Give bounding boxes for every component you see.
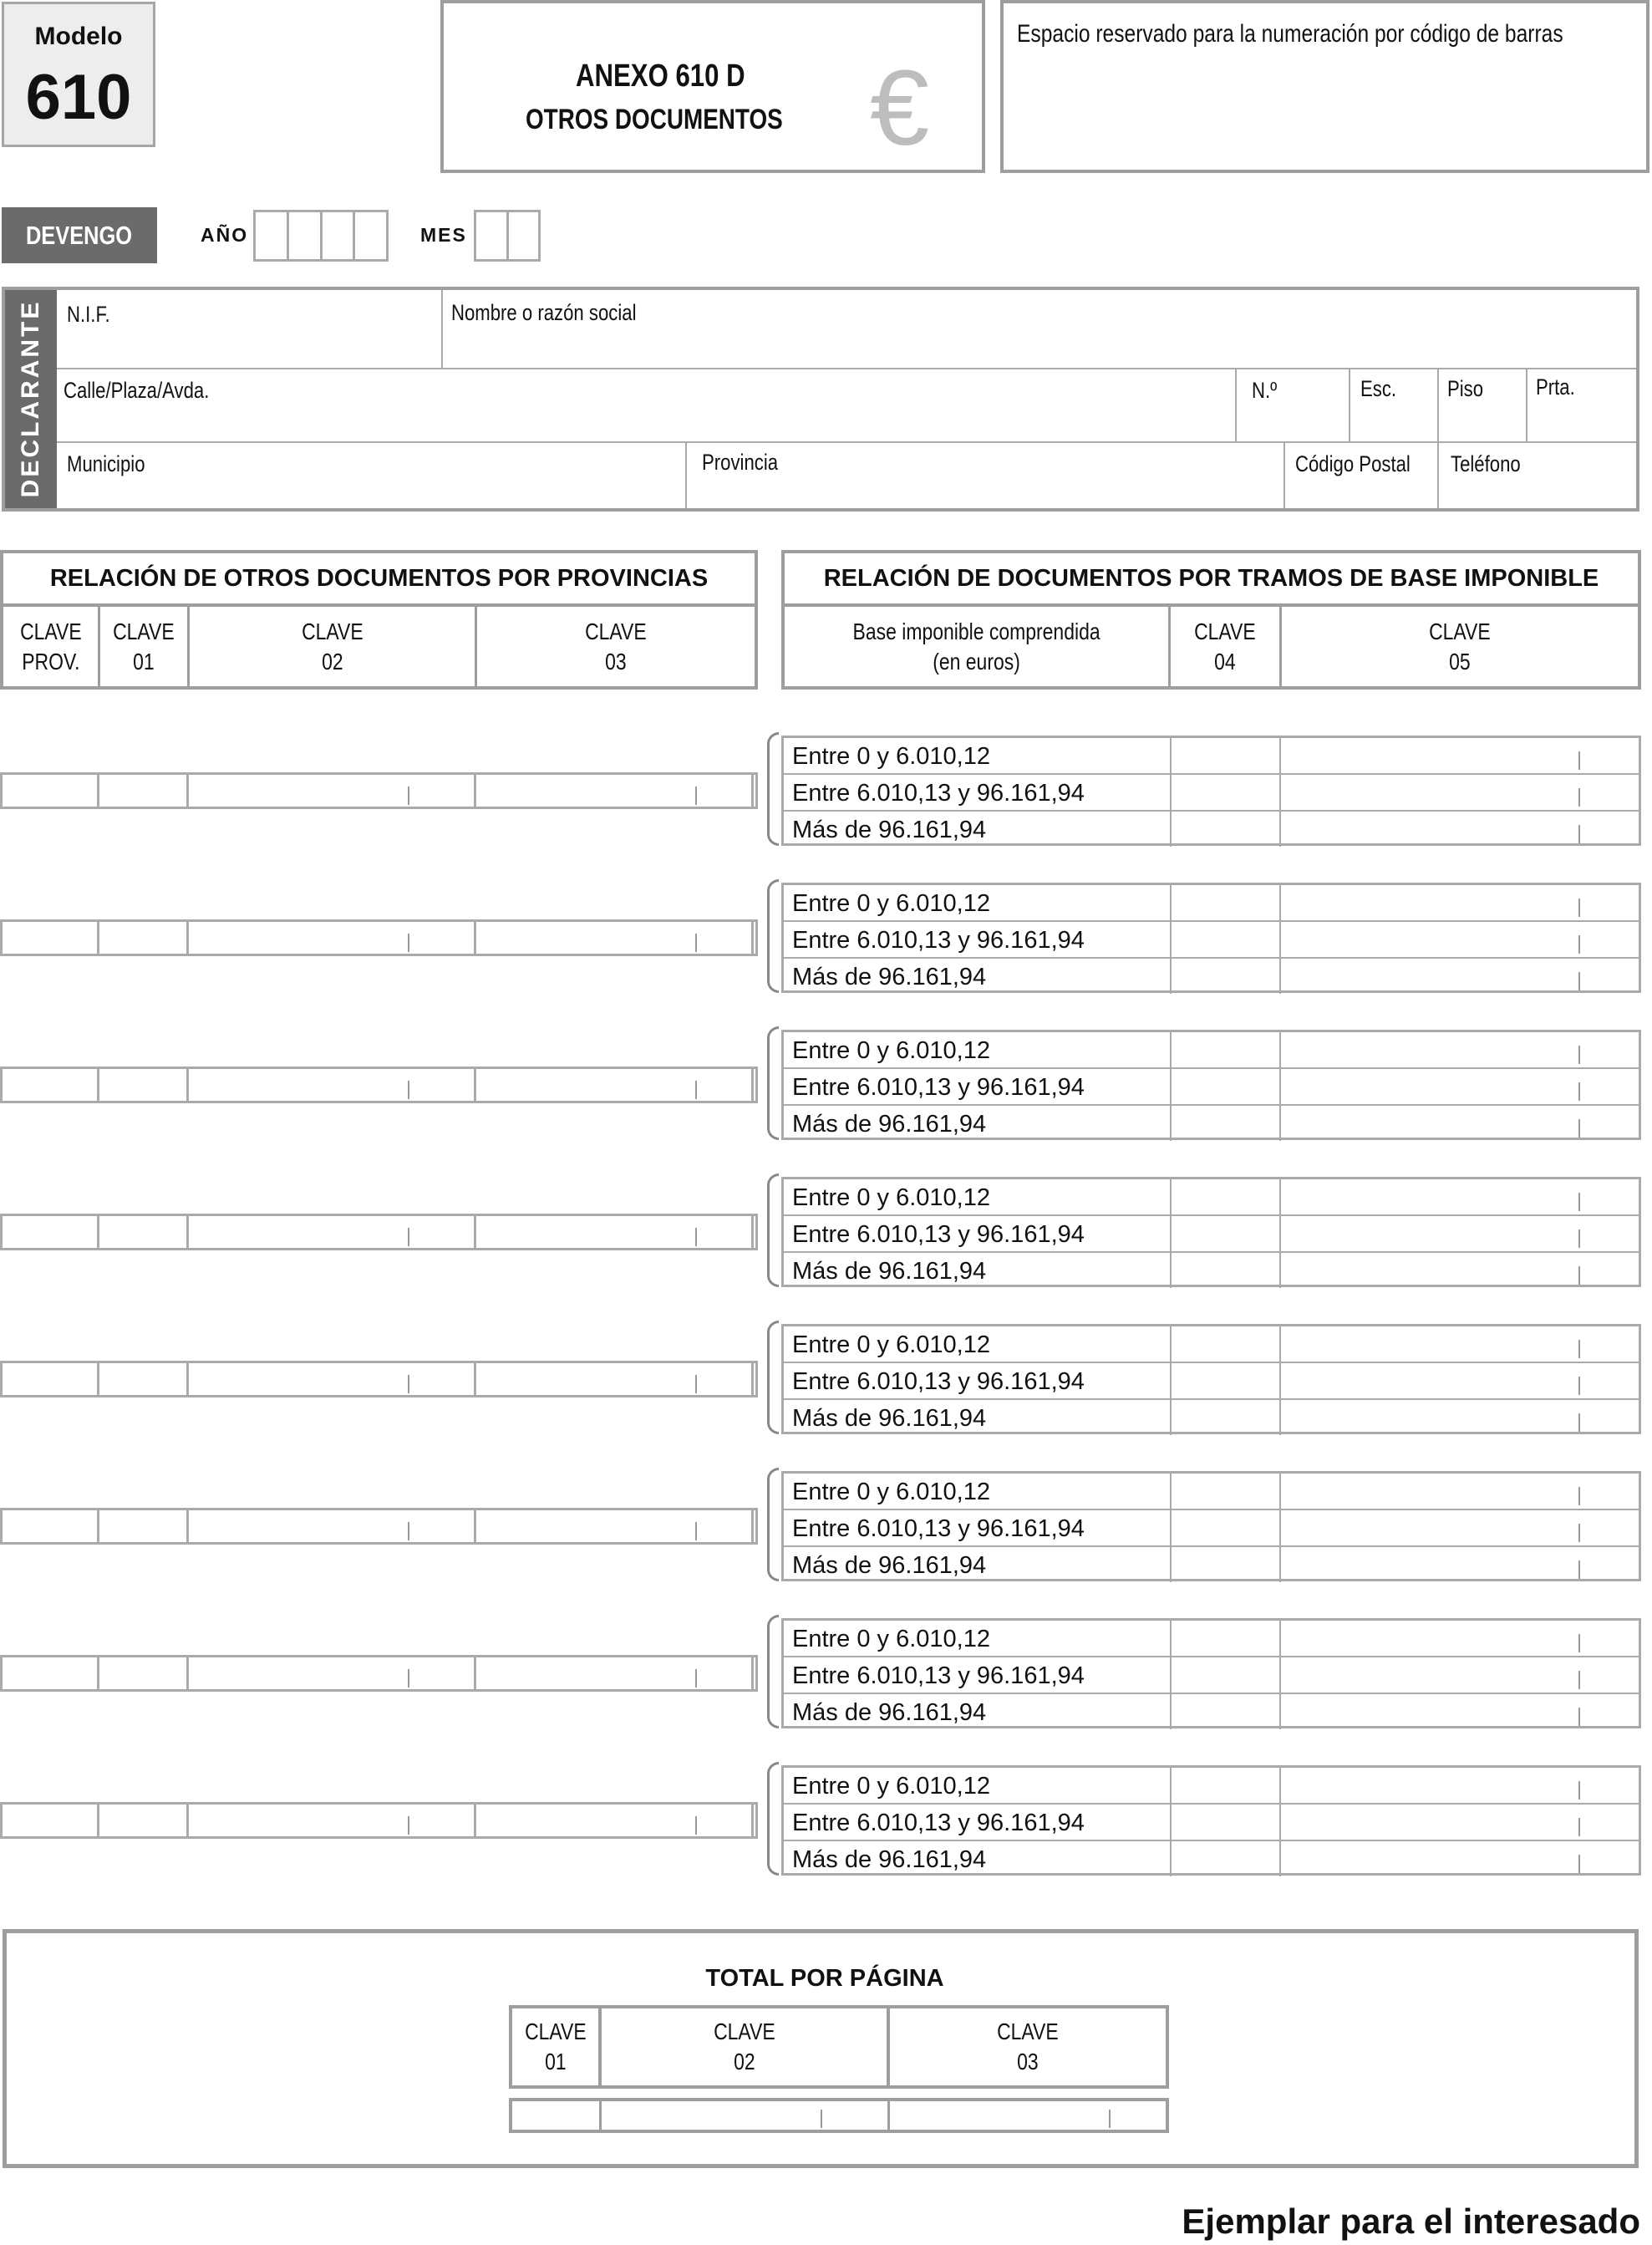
col-clave-01: CLAVE 01 (100, 607, 190, 686)
clave-05-input[interactable] (1281, 1253, 1639, 1288)
devengo-label-box (2, 207, 157, 263)
declarante-side-label: DECLARANTE (17, 299, 44, 498)
postal-code-field[interactable] (1285, 443, 1439, 508)
annex-subtitle: OTROS DOCUMENTOS (526, 104, 783, 135)
provinces-table-title: RELACIÓN DE OTROS DOCUMENTOS POR PROVINCIAS (49, 564, 709, 592)
model-label: Modelo (34, 23, 123, 50)
totals-clave-02-input[interactable] (602, 2101, 890, 2130)
street-label: Calle/Plaza/Avda. (64, 378, 210, 403)
floor-field[interactable] (1439, 369, 1527, 441)
col-clave-02: CLAVE 02 (190, 607, 477, 686)
clave-04-input[interactable] (1170, 1621, 1281, 1656)
copy-label: Ejemplar para el interesado (1182, 2202, 1640, 2241)
tramo-range-label: Entre 6.010,13 y 96.161,94 (792, 1810, 1085, 1836)
clave-04-input[interactable] (1170, 1400, 1281, 1435)
month-input[interactable] (474, 210, 541, 262)
number-field[interactable] (1237, 369, 1350, 441)
clave-04-input[interactable] (1170, 1657, 1281, 1693)
totals-columns (509, 2005, 1169, 2089)
clave-01-input[interactable] (99, 1069, 189, 1101)
clave-05-input[interactable] (1281, 1032, 1639, 1067)
clave-04-input[interactable] (1170, 1474, 1281, 1509)
tramos-table-title-box (781, 550, 1641, 607)
totals-col-clave-03: CLAVE 03 (997, 2018, 1059, 2074)
clave-04-input[interactable] (1170, 1106, 1281, 1141)
clave-01-input[interactable] (99, 1510, 189, 1542)
clave-05-input[interactable] (1281, 959, 1639, 994)
barcode-label: Espacio reservado para la numeración por código de barras (1017, 20, 1563, 48)
clave-02-input[interactable] (189, 775, 476, 807)
clave-05-input[interactable] (1281, 885, 1639, 920)
tramos-group (781, 1177, 1641, 1287)
door-label: Prta. (1536, 374, 1575, 400)
clave-05-input[interactable] (1281, 1510, 1639, 1545)
group-brace (767, 1468, 779, 1581)
floor-label: Piso (1447, 376, 1484, 401)
clave-02-input[interactable] (189, 1510, 476, 1542)
phone-label: Teléfono (1451, 451, 1521, 476)
clave-05-input[interactable] (1281, 1069, 1639, 1104)
group-brace (767, 1615, 779, 1728)
nif-label: N.I.F. (67, 302, 110, 327)
clave-05-input[interactable] (1281, 1216, 1639, 1251)
totals-title: TOTAL POR PÁGINA (705, 1965, 944, 1992)
col-clave-05: CLAVE 05 (1429, 618, 1491, 675)
clave-01-input[interactable] (99, 1363, 189, 1395)
model-number: 610 (25, 62, 132, 133)
municipality-label: Municipio (67, 451, 145, 476)
declarante-side-tab (5, 290, 57, 508)
clave-04-input[interactable] (1170, 1510, 1281, 1545)
col-clave-04: CLAVE 04 (1171, 607, 1282, 686)
clave-04-input[interactable] (1170, 959, 1281, 994)
clave-04-input[interactable] (1170, 1547, 1281, 1582)
tramos-group (781, 1324, 1641, 1434)
tramo-range-label: Más de 96.161,94 (792, 964, 987, 990)
tramo-range-label: Entre 0 y 6.010,12 (792, 890, 990, 917)
clave-05-input[interactable] (1281, 1841, 1639, 1876)
tramos-group (781, 736, 1641, 846)
province-row (0, 919, 758, 956)
tramo-range-label: Entre 6.010,13 y 96.161,94 (792, 1074, 1085, 1101)
tramo-range-label: Más de 96.161,94 (792, 1405, 987, 1432)
tramo-range-label: Entre 0 y 6.010,12 (792, 1773, 990, 1800)
group-brace (767, 1026, 779, 1140)
provinces-table-title-box (0, 550, 758, 607)
clave-05-input[interactable] (1281, 1768, 1639, 1803)
group-brace (767, 1321, 779, 1434)
model-box (2, 2, 155, 147)
clave-05-input[interactable] (1281, 1179, 1639, 1214)
tramos-group (781, 1765, 1641, 1876)
clave-05-input[interactable] (1281, 1363, 1639, 1398)
group-brace (767, 879, 779, 993)
clave-04-input[interactable] (1170, 1694, 1281, 1729)
province-code-input[interactable] (3, 922, 99, 954)
name-label: Nombre o razón social (451, 300, 637, 325)
clave-05-input[interactable] (1281, 1694, 1639, 1729)
group-brace (767, 1173, 779, 1287)
totals-section (3, 1929, 1639, 2168)
clave-05-input[interactable] (1281, 775, 1639, 810)
clave-03-input[interactable] (476, 775, 754, 807)
clave-04-input[interactable] (1170, 1363, 1281, 1398)
clave-04-input[interactable] (1170, 738, 1281, 773)
clave-03-input[interactable] (476, 1363, 754, 1395)
clave-02-input[interactable] (189, 1363, 476, 1395)
tramo-range-label: Entre 0 y 6.010,12 (792, 1184, 990, 1211)
clave-03-input[interactable] (476, 1510, 754, 1542)
year-label: AÑO (201, 224, 249, 246)
month-label: MES (420, 224, 467, 246)
province-row (0, 772, 758, 809)
stair-label: Esc. (1360, 376, 1397, 401)
province-row (0, 1361, 758, 1397)
clave-01-input[interactable] (99, 1657, 189, 1689)
clave-01-input[interactable] (99, 1216, 189, 1248)
province-code-input[interactable] (3, 1069, 99, 1101)
tramos-group (781, 1471, 1641, 1581)
clave-03-input[interactable] (476, 1069, 754, 1101)
tramos-group (781, 1618, 1641, 1728)
province-row (0, 1802, 758, 1839)
tramo-range-label: Más de 96.161,94 (792, 1111, 987, 1138)
provinces-table-columns (0, 603, 758, 690)
door-field[interactable] (1527, 369, 1636, 441)
clave-04-input[interactable] (1170, 922, 1281, 957)
annex-title-box (440, 0, 985, 173)
clave-05-input[interactable] (1281, 1621, 1639, 1656)
clave-04-input[interactable] (1170, 1841, 1281, 1876)
clave-04-input[interactable] (1170, 1768, 1281, 1803)
tramo-range-label: Entre 0 y 6.010,12 (792, 1331, 990, 1358)
clave-01-input[interactable] (99, 922, 189, 954)
tramo-range-label: Más de 96.161,94 (792, 1258, 987, 1285)
name-field[interactable] (443, 290, 1636, 368)
clave-03-input[interactable] (476, 1657, 754, 1689)
clave-04-input[interactable] (1170, 1069, 1281, 1104)
tramo-range-label: Entre 6.010,13 y 96.161,94 (792, 927, 1085, 954)
stair-field[interactable] (1350, 369, 1439, 441)
number-label: N.º (1252, 378, 1278, 403)
tramo-range-label: Más de 96.161,94 (792, 817, 987, 843)
annex-title: ANEXO 610 D (576, 59, 745, 94)
clave-03-input[interactable] (476, 1805, 754, 1836)
clave-02-input[interactable] (189, 1805, 476, 1836)
clave-05-input[interactable] (1281, 1547, 1639, 1582)
totals-col-clave-02: CLAVE 02 (602, 2008, 890, 2085)
clave-04-input[interactable] (1170, 1216, 1281, 1251)
province-code-input[interactable] (3, 1510, 99, 1542)
clave-05-input[interactable] (1281, 812, 1639, 847)
totals-clave-03-input[interactable] (890, 2101, 1166, 2130)
province-row (0, 1508, 758, 1545)
clave-04-input[interactable] (1170, 1805, 1281, 1840)
tramos-group (781, 1030, 1641, 1140)
clave-02-input[interactable] (189, 1069, 476, 1101)
municipality-field[interactable] (57, 443, 687, 508)
clave-04-input[interactable] (1170, 885, 1281, 920)
province-row (0, 1067, 758, 1103)
col-base-imponible: Base imponible comprendida (en euros) (785, 607, 1171, 686)
clave-01-input[interactable] (99, 1805, 189, 1836)
tramo-range-label: Entre 6.010,13 y 96.161,94 (792, 780, 1085, 807)
year-input[interactable] (253, 210, 389, 262)
clave-05-input[interactable] (1281, 1657, 1639, 1693)
phone-field[interactable] (1439, 443, 1636, 508)
tramo-range-label: Entre 0 y 6.010,12 (792, 1479, 990, 1505)
clave-04-input[interactable] (1170, 812, 1281, 847)
clave-02-input[interactable] (189, 1657, 476, 1689)
clave-03-input[interactable] (476, 922, 754, 954)
nif-field[interactable] (57, 290, 443, 368)
tramo-range-label: Entre 0 y 6.010,12 (792, 743, 990, 770)
province-code-input[interactable] (3, 1657, 99, 1689)
totals-clave-01-input[interactable] (512, 2101, 602, 2130)
tramo-range-label: Entre 6.010,13 y 96.161,94 (792, 1515, 1085, 1542)
tramo-range-label: Entre 0 y 6.010,12 (792, 1626, 990, 1652)
province-code-input[interactable] (3, 1805, 99, 1836)
group-brace (767, 732, 779, 846)
street-field[interactable] (57, 369, 1237, 441)
clave-04-input[interactable] (1170, 1032, 1281, 1067)
clave-05-input[interactable] (1281, 1326, 1639, 1362)
clave-05-input[interactable] (1281, 738, 1639, 773)
clave-01-input[interactable] (99, 775, 189, 807)
tramos-table-title: RELACIÓN DE DOCUMENTOS POR TRAMOS DE BASE IMPONIBLE (823, 564, 1599, 592)
col-clave-prov: CLAVE PROV. (3, 607, 100, 686)
col-clave-03: CLAVE 03 (585, 618, 647, 675)
tramo-range-label: Entre 6.010,13 y 96.161,94 (792, 1221, 1085, 1248)
totals-input-row (509, 2098, 1169, 2133)
province-code-input[interactable] (3, 1216, 99, 1248)
clave-02-input[interactable] (189, 1216, 476, 1248)
clave-04-input[interactable] (1170, 1179, 1281, 1214)
clave-02-input[interactable] (189, 922, 476, 954)
clave-04-input[interactable] (1170, 775, 1281, 810)
tramo-range-label: Entre 6.010,13 y 96.161,94 (792, 1662, 1085, 1689)
tramo-range-label: Más de 96.161,94 (792, 1552, 987, 1579)
clave-05-input[interactable] (1281, 1400, 1639, 1435)
totals-col-clave-01: CLAVE 01 (512, 2008, 602, 2085)
clave-05-input[interactable] (1281, 1805, 1639, 1840)
province-label: Provincia (702, 450, 779, 475)
postal-code-label: Código Postal (1295, 451, 1411, 476)
province-field[interactable] (687, 443, 1285, 508)
group-brace (767, 1762, 779, 1876)
province-row (0, 1655, 758, 1692)
clave-05-input[interactable] (1281, 1474, 1639, 1509)
tramo-range-label: Entre 6.010,13 y 96.161,94 (792, 1368, 1085, 1395)
province-row (0, 1214, 758, 1250)
clave-04-input[interactable] (1170, 1326, 1281, 1362)
clave-05-input[interactable] (1281, 1106, 1639, 1141)
tramo-range-label: Más de 96.161,94 (792, 1846, 987, 1873)
tramo-range-label: Más de 96.161,94 (792, 1699, 987, 1726)
devengo-label: DEVENGO (26, 220, 133, 250)
clave-04-input[interactable] (1170, 1253, 1281, 1288)
clave-05-input[interactable] (1281, 922, 1639, 957)
euro-icon: € (870, 48, 930, 168)
tramo-range-label: Entre 0 y 6.010,12 (792, 1037, 990, 1064)
tramos-group (781, 883, 1641, 993)
province-code-input[interactable] (3, 1363, 99, 1395)
declarante-section (2, 287, 1639, 512)
tramos-table-columns (781, 603, 1641, 690)
barcode-area (1000, 0, 1649, 173)
province-code-input[interactable] (3, 775, 99, 807)
clave-03-input[interactable] (476, 1216, 754, 1248)
